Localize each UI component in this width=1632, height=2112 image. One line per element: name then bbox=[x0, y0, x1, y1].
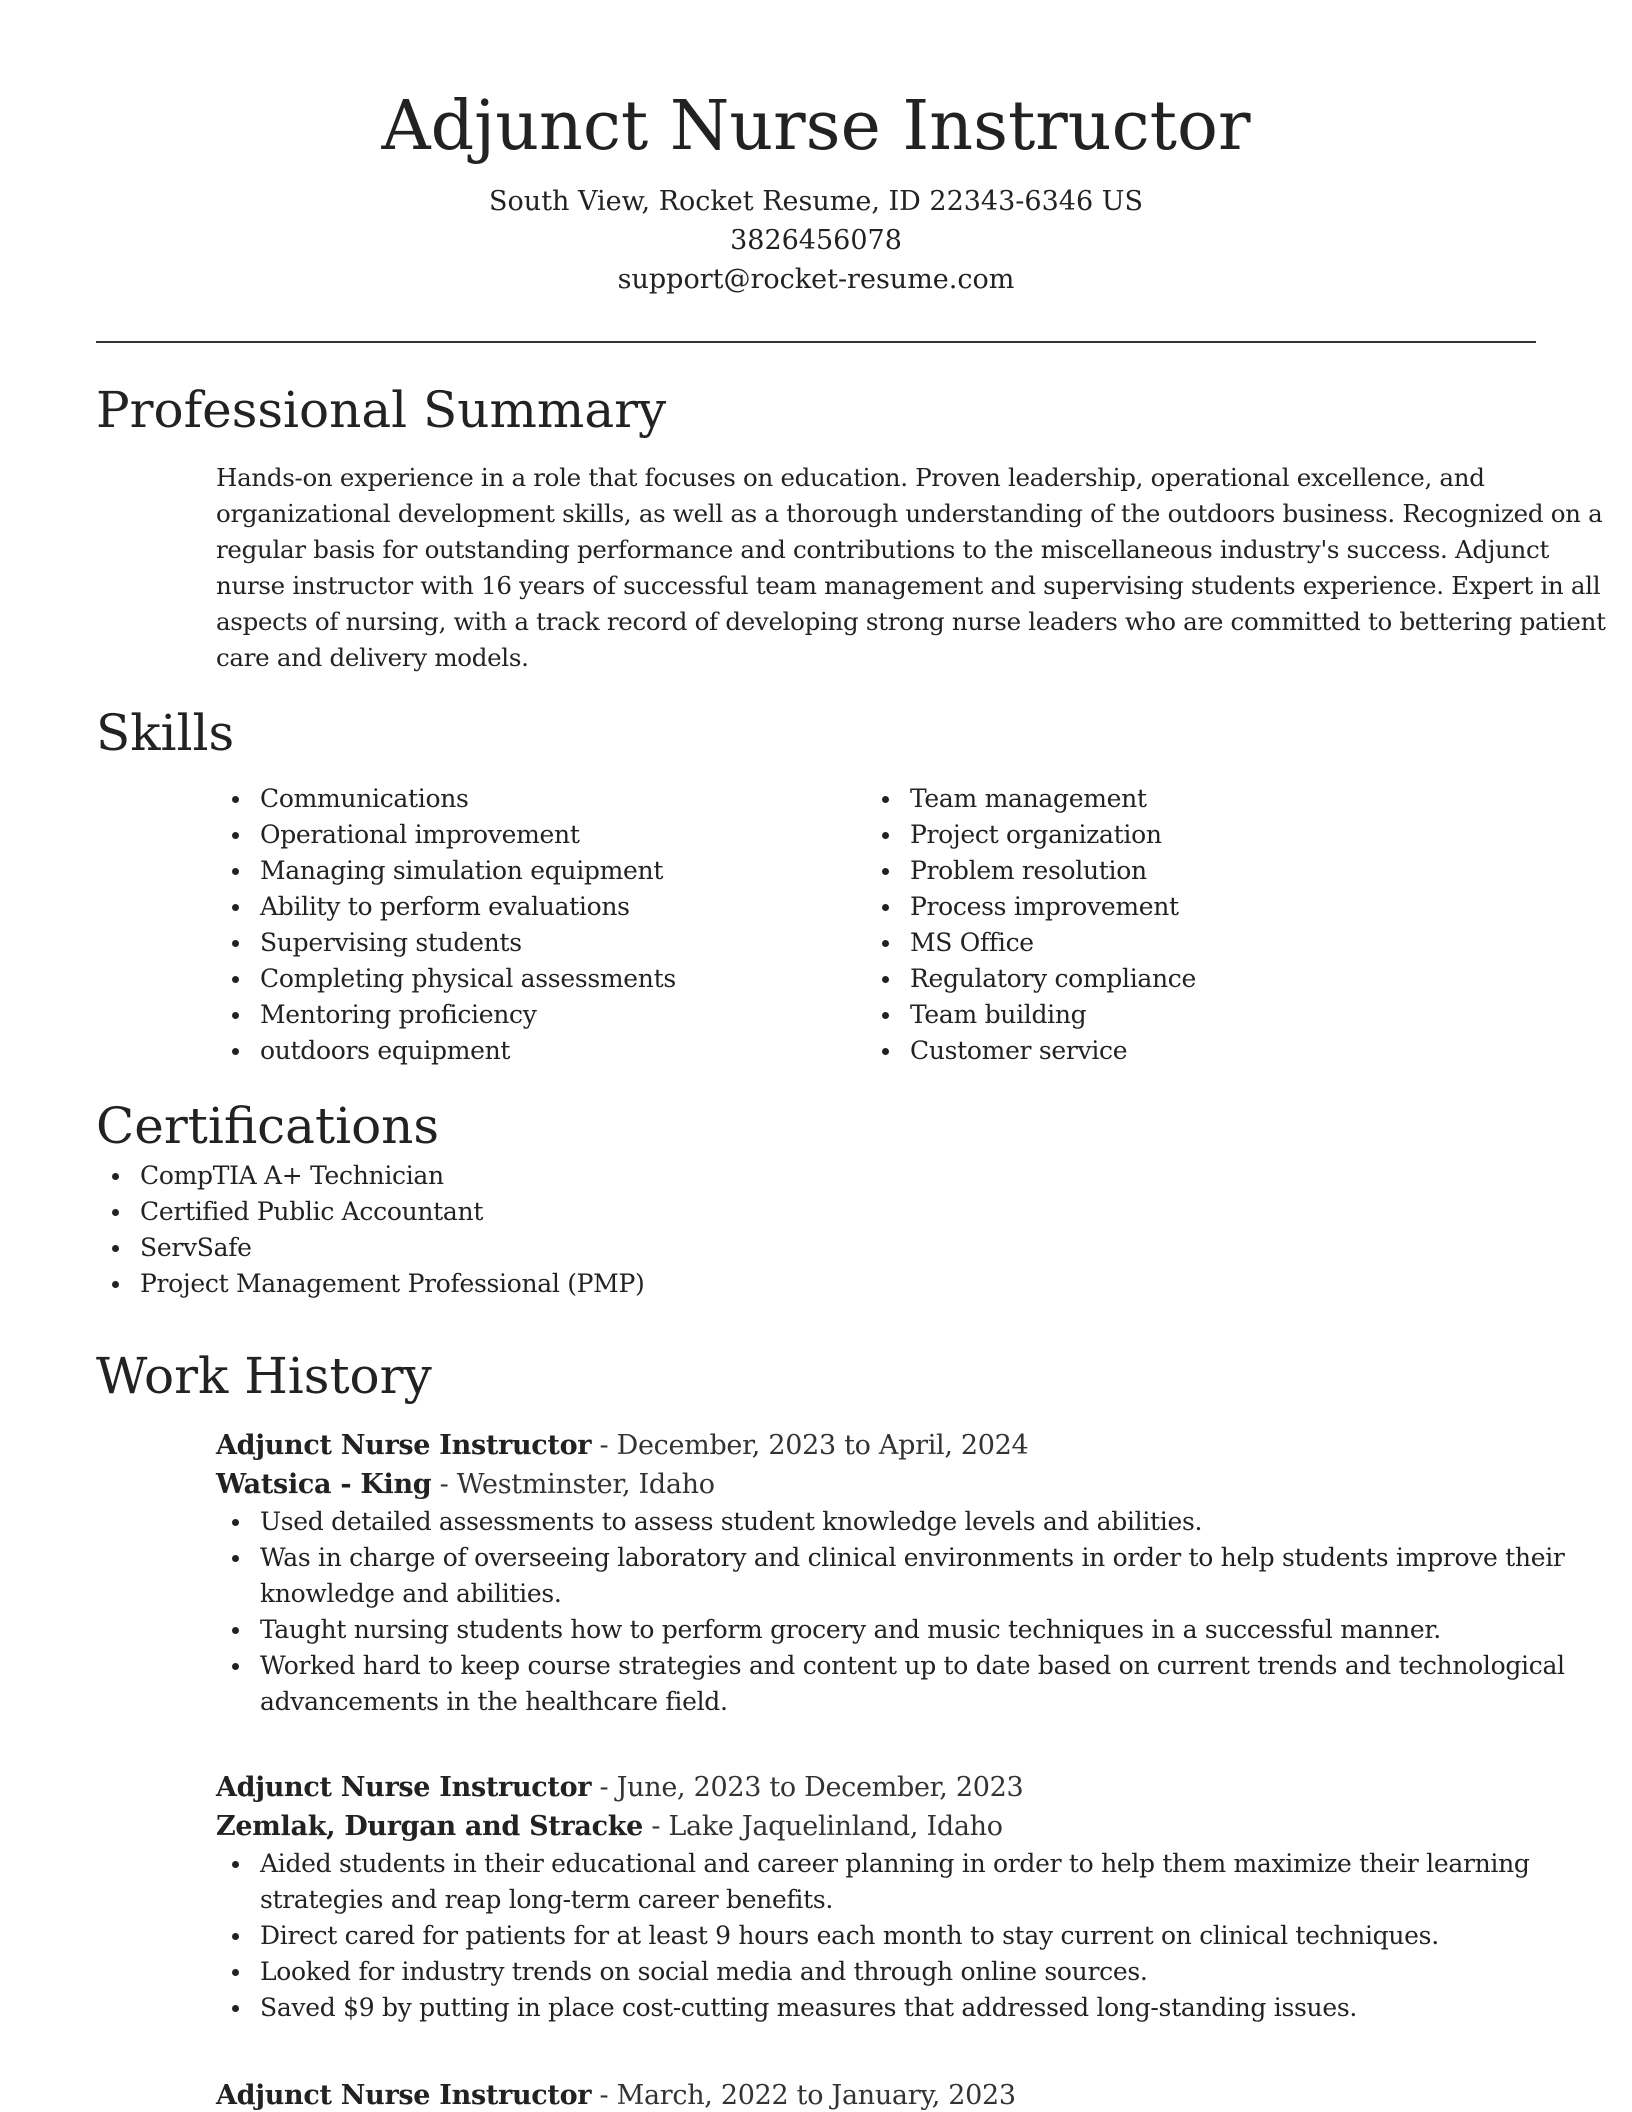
job-title-line bbox=[216, 1426, 1536, 1465]
skills-list-left bbox=[216, 781, 866, 1069]
job-dates: - December, 2023 to April, 2024 bbox=[599, 1430, 1029, 1461]
skill-item: Team management bbox=[866, 781, 1516, 817]
job-location: - Lake Jaquelinland, Idaho bbox=[651, 1811, 1003, 1842]
contact-email: support@rocket-resume.com bbox=[617, 264, 1015, 295]
certification-item: ServSafe bbox=[96, 1230, 1536, 1266]
certifications-list bbox=[96, 1158, 1536, 1302]
work-history-section bbox=[96, 1344, 1536, 1408]
certification-item: CompTIA A+ Technician bbox=[96, 1158, 1536, 1194]
skill-item: Managing simulation equipment bbox=[216, 853, 866, 889]
skills-list-right bbox=[866, 781, 1516, 1069]
job-location: - Westminster, Idaho bbox=[439, 1469, 715, 1500]
skills-columns bbox=[216, 781, 1536, 1069]
job-company: Watsica - King bbox=[216, 1469, 432, 1500]
certification-item: Certified Public Accountant bbox=[96, 1194, 1536, 1230]
job-company-line bbox=[216, 1807, 1536, 1846]
contact-phone: 3826456078 bbox=[730, 225, 902, 256]
job-bullet: Worked hard to keep course strategies and content up to date based on current trends and technological advancements in the healthcare field. bbox=[216, 1648, 1616, 1720]
job-bullet: Direct cared for patients for at least 9 hours each month to stay current on clinical techniques. bbox=[216, 1918, 1616, 1954]
job-details bbox=[216, 1768, 1536, 2026]
skill-item: Ability to perform evaluations bbox=[216, 889, 866, 925]
summary-heading: Professional Summary bbox=[96, 381, 667, 439]
job-bullet: Was in charge of overseeing laboratory and clinical environments in order to help students improve their knowledge and abilities. bbox=[216, 1540, 1616, 1612]
job-title: Adjunct Nurse Instructor bbox=[216, 1430, 592, 1461]
job-details bbox=[216, 2076, 1536, 2112]
skill-item: Completing physical assessments bbox=[216, 961, 866, 997]
job-title: Adjunct Nurse Instructor bbox=[216, 2080, 592, 2111]
resume-header bbox=[0, 0, 1632, 299]
job-entry bbox=[96, 1768, 1536, 2026]
skill-item: Supervising students bbox=[216, 925, 866, 961]
skill-item: Process improvement bbox=[866, 889, 1516, 925]
job-company-line bbox=[216, 1465, 1536, 1504]
skill-item: Customer service bbox=[866, 1033, 1516, 1069]
job-dates: - March, 2022 to January, 2023 bbox=[599, 2080, 1016, 2111]
contact-address: South View, Rocket Resume, ID 22343-6346 US bbox=[489, 186, 1143, 217]
job-details bbox=[216, 1426, 1565, 1720]
skill-item: Team building bbox=[866, 997, 1516, 1033]
job-bullet: Looked for industry trends on social media and through online sources. bbox=[216, 1954, 1616, 1990]
skills-heading: Skills bbox=[96, 704, 235, 762]
job-title-line bbox=[216, 1768, 1536, 1807]
skill-item: outdoors equipment bbox=[216, 1033, 866, 1069]
skill-item: MS Office bbox=[866, 925, 1516, 961]
job-bullet: Saved $9 by putting in place cost-cutting measures that addressed long-standing issues. bbox=[216, 1990, 1616, 2026]
job-bullets bbox=[216, 1846, 1616, 2026]
summary-text: Hands-on experience in a role that focuses on education. Proven leadership, operational excellence, and organizational development skills, as well as a thorough understanding of the outdoors business. Recognized on a regular basis for outstanding performance and contributions to the miscellaneous industry's success. Adjunct nurse instructor with 16 years of successful team management and supervising students experience. Expert in all aspects of nursing, with a track record of developing strong nurse leaders who are committed to bettering patient care and delivery models. bbox=[216, 463, 1606, 672]
job-dates: - June, 2023 to December, 2023 bbox=[599, 1772, 1024, 1803]
contact-info bbox=[0, 182, 1632, 299]
header-divider bbox=[96, 341, 1536, 343]
certification-item: Project Management Professional (PMP) bbox=[96, 1266, 1536, 1302]
job-bullet: Taught nursing students how to perform grocery and music techniques in a successful manner. bbox=[216, 1612, 1616, 1648]
certifications-section bbox=[96, 1094, 1536, 1302]
skill-item: Project organization bbox=[866, 817, 1516, 853]
job-bullets bbox=[216, 1504, 1616, 1720]
skill-item: Mentoring proficiency bbox=[216, 997, 866, 1033]
job-bullet: Aided students in their educational and career planning in order to help them maximize their learning strategies and reap long-term career benefits. bbox=[216, 1846, 1616, 1918]
candidate-name: Adjunct Nurse Instructor bbox=[381, 87, 1251, 166]
job-company: Zemlak, Durgan and Stracke bbox=[216, 1811, 644, 1842]
job-title-line bbox=[216, 2076, 1536, 2112]
job-bullet: Used detailed assessments to assess student knowledge levels and abilities. bbox=[216, 1504, 1616, 1540]
work-history-heading: Work History bbox=[96, 1347, 432, 1405]
summary-section bbox=[96, 378, 1606, 676]
skill-item: Regulatory compliance bbox=[866, 961, 1516, 997]
skill-item: Problem resolution bbox=[866, 853, 1516, 889]
job-title: Adjunct Nurse Instructor bbox=[216, 1772, 592, 1803]
skill-item: Operational improvement bbox=[216, 817, 866, 853]
job-entry bbox=[96, 2076, 1536, 2112]
certifications-heading: Certifications bbox=[96, 1097, 440, 1155]
skills-section bbox=[96, 701, 1536, 1069]
skill-item: Communications bbox=[216, 781, 866, 817]
job-entry bbox=[96, 1426, 1565, 1720]
